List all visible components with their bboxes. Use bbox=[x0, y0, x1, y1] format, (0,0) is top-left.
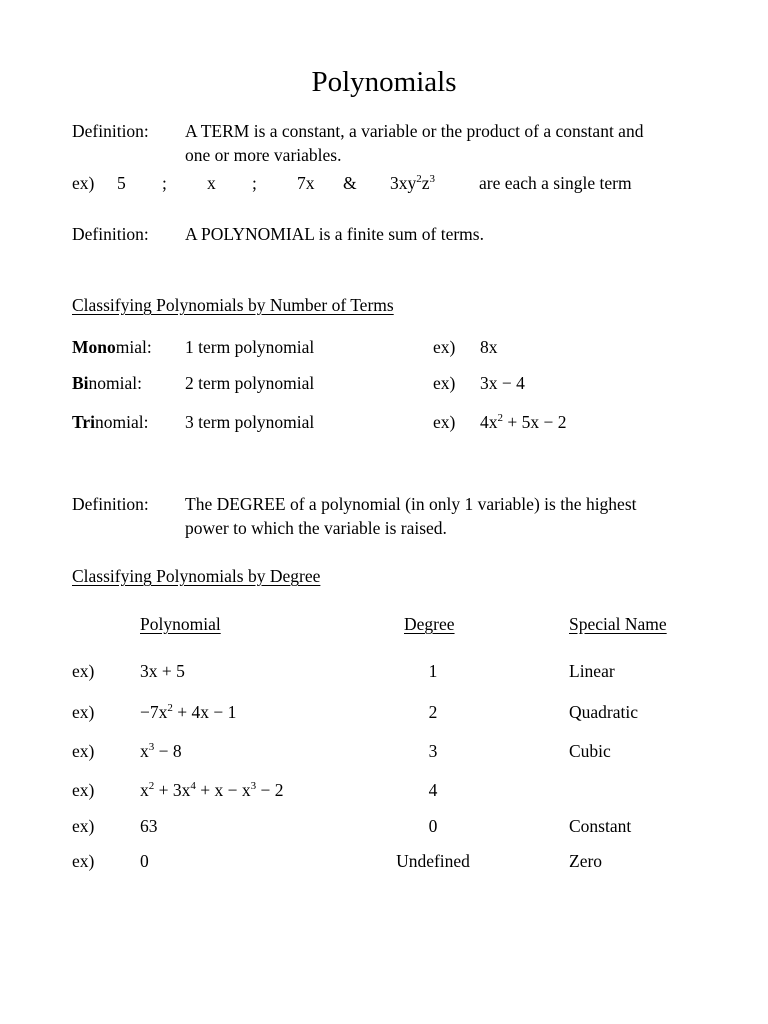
term-example: 5 bbox=[117, 173, 126, 193]
classification-desc: 1 term polynomial bbox=[185, 337, 315, 357]
classification-desc: 2 term polynomial bbox=[185, 373, 315, 393]
example-label: ex) bbox=[72, 851, 95, 871]
polynomial-cell: 0 bbox=[140, 851, 149, 871]
degree-cell: Undefined bbox=[396, 851, 470, 871]
page-title: Polynomials bbox=[311, 66, 457, 98]
special-name-cell: Quadratic bbox=[569, 702, 638, 722]
polynomial-cell: $x^3 - 8$ bbox=[140, 741, 182, 761]
special-name-cell: Linear bbox=[569, 661, 615, 681]
classification-example: 8x bbox=[480, 337, 498, 357]
definition-label: Definition: bbox=[72, 121, 149, 141]
definition-label: Definition: bbox=[72, 494, 149, 514]
definition-label: Definition: bbox=[72, 224, 149, 244]
separator: & bbox=[343, 173, 357, 193]
classification-example: 3x − 4 bbox=[480, 373, 525, 393]
example-label: ex) bbox=[433, 412, 456, 432]
special-name-cell: Cubic bbox=[569, 741, 611, 761]
degree-cell: 3 bbox=[428, 741, 438, 761]
degree-cell: 0 bbox=[428, 816, 438, 836]
example-label: ex) bbox=[72, 741, 95, 761]
term-example: 7x bbox=[297, 173, 315, 193]
polynomial-cell: $x^2 + 3x^4 + x - x^3 - 2$ bbox=[140, 780, 284, 800]
degree-cell: 4 bbox=[428, 780, 438, 800]
example-label: ex) bbox=[72, 702, 95, 722]
definition-text: power to which the variable is raised. bbox=[185, 518, 447, 538]
separator: ; bbox=[162, 173, 167, 193]
example-label: ex) bbox=[433, 373, 456, 393]
degree-cell: 1 bbox=[428, 661, 438, 681]
polynomial-cell: 3x + 5 bbox=[140, 661, 185, 681]
example-label: ex) bbox=[72, 661, 95, 681]
section-heading: Classifying Polynomials by Degree bbox=[72, 566, 321, 586]
definition-text: one or more variables. bbox=[185, 145, 342, 165]
classification-name: Trinomial: bbox=[72, 412, 149, 432]
classification-desc: 3 term polynomial bbox=[185, 412, 315, 432]
classification-example: $4x^2 + 5x - 2$ bbox=[480, 412, 567, 432]
polynomial-cell: $-7x^2 + 4x - 1$ bbox=[140, 702, 237, 722]
term-example-note: are each a single term bbox=[479, 173, 632, 193]
polynomial-cell: 63 bbox=[140, 816, 158, 836]
example-label: ex) bbox=[72, 816, 95, 836]
classification-name: Binomial: bbox=[72, 373, 143, 393]
term-example: x bbox=[207, 173, 216, 193]
definition-text: The DEGREE of a polynomial (in only 1 variable) is the highest bbox=[185, 494, 637, 514]
section-heading: Classifying Polynomials by Number of Terms bbox=[72, 295, 394, 315]
separator: ; bbox=[252, 173, 257, 193]
classification-name: Monomial: bbox=[72, 337, 152, 357]
term-example: $3xy^2z^3$ bbox=[390, 173, 436, 193]
column-header-special-name: Special Name bbox=[569, 614, 667, 634]
column-header-degree: Degree bbox=[404, 614, 455, 634]
example-label: ex) bbox=[433, 337, 456, 357]
definition-text: A TERM is a constant, a variable or the product of a constant and bbox=[185, 121, 644, 141]
example-label: ex) bbox=[72, 780, 95, 800]
special-name-cell: Constant bbox=[569, 816, 632, 836]
example-label: ex) bbox=[72, 173, 95, 193]
definition-text: A POLYNOMIAL is a finite sum of terms. bbox=[185, 224, 484, 244]
degree-cell: 2 bbox=[428, 702, 438, 722]
special-name-cell: Zero bbox=[569, 851, 603, 871]
column-header-polynomial: Polynomial bbox=[140, 614, 221, 634]
